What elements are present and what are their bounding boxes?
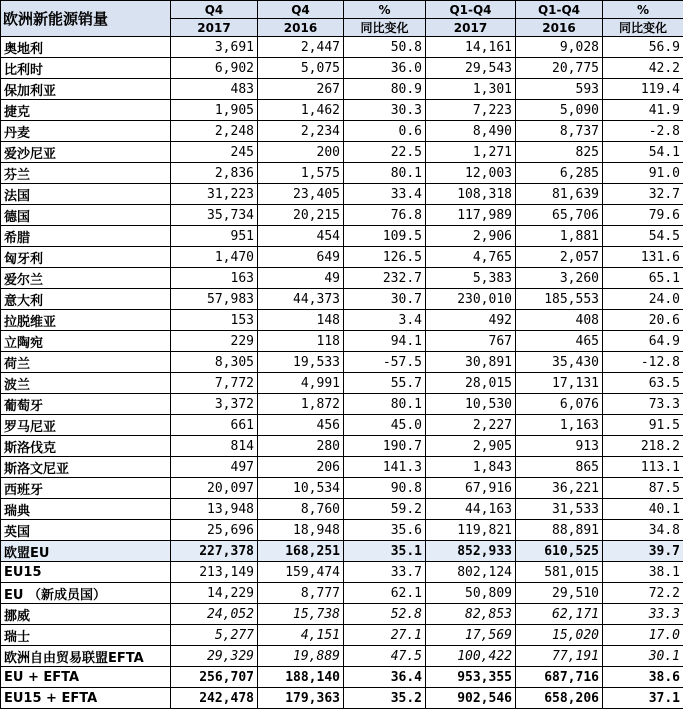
value-cell: 12,003 [426, 163, 516, 184]
value-cell: 57,983 [171, 289, 258, 310]
value-cell: 91.0 [603, 163, 683, 184]
country-name: 斯洛伐克 [1, 436, 171, 457]
value-cell: 119,821 [426, 520, 516, 541]
value-cell: 29,329 [171, 646, 258, 667]
value-cell: 20.6 [603, 310, 683, 331]
col-header-q4-2016: Q4 [258, 1, 344, 19]
value-cell: 2,447 [258, 37, 344, 58]
value-cell: 865 [516, 457, 603, 478]
col-subheader: 2017 [171, 19, 258, 37]
value-cell: 456 [258, 415, 344, 436]
country-name: 法国 [1, 184, 171, 205]
col-header-ytd-2017: Q1-Q4 [426, 1, 516, 19]
value-cell: 4,991 [258, 373, 344, 394]
value-cell: 1,905 [171, 100, 258, 121]
table-row [1, 79, 683, 100]
table-row [1, 289, 683, 310]
value-cell: 2,905 [426, 436, 516, 457]
value-cell: 35,430 [516, 352, 603, 373]
country-name: 欧盟EU [1, 541, 171, 562]
value-cell: 30.3 [344, 100, 426, 121]
value-cell: 65.1 [603, 268, 683, 289]
value-cell: 218.2 [603, 436, 683, 457]
value-cell: 38.6 [603, 667, 683, 688]
table-row [1, 205, 683, 226]
value-cell: 82,853 [426, 604, 516, 625]
value-cell: 190.7 [344, 436, 426, 457]
value-cell: 8,490 [426, 121, 516, 142]
value-cell: 19,889 [258, 646, 344, 667]
value-cell: -12.8 [603, 352, 683, 373]
table-row [1, 373, 683, 394]
value-cell: 267 [258, 79, 344, 100]
value-cell: 14,161 [426, 37, 516, 58]
value-cell: 24,052 [171, 604, 258, 625]
table-row [1, 100, 683, 121]
value-cell: 17,131 [516, 373, 603, 394]
efta-row [1, 625, 683, 646]
value-cell: 88,891 [516, 520, 603, 541]
value-cell: 1,881 [516, 226, 603, 247]
value-cell: 902,546 [426, 688, 516, 709]
grand-total-row [1, 688, 683, 709]
value-cell: 34.8 [603, 520, 683, 541]
country-name: 意大利 [1, 289, 171, 310]
country-name: 德国 [1, 205, 171, 226]
country-name: EU15 + EFTA [1, 688, 171, 709]
table-row [1, 58, 683, 79]
value-cell: 232.7 [344, 268, 426, 289]
value-cell: 687,716 [516, 667, 603, 688]
table-row [1, 394, 683, 415]
value-cell: 91.5 [603, 415, 683, 436]
value-cell: 62.1 [344, 583, 426, 604]
value-cell: 14,229 [171, 583, 258, 604]
table-row [1, 520, 683, 541]
value-cell: 2,227 [426, 415, 516, 436]
value-cell: 953,355 [426, 667, 516, 688]
value-cell: 3.4 [344, 310, 426, 331]
value-cell: 62,171 [516, 604, 603, 625]
value-cell: 87.5 [603, 478, 683, 499]
value-cell: 35,734 [171, 205, 258, 226]
value-cell: 33.7 [344, 562, 426, 583]
value-cell: 56.9 [603, 37, 683, 58]
value-cell: 59.2 [344, 499, 426, 520]
country-name: 葡萄牙 [1, 394, 171, 415]
value-cell: 814 [171, 436, 258, 457]
value-cell: 483 [171, 79, 258, 100]
table-row [1, 331, 683, 352]
grand-total-row [1, 667, 683, 688]
value-cell: 33.4 [344, 184, 426, 205]
table-row [1, 436, 683, 457]
country-name: EU15 [1, 562, 171, 583]
value-cell: 44,373 [258, 289, 344, 310]
value-cell: -57.5 [344, 352, 426, 373]
value-cell: 492 [426, 310, 516, 331]
value-cell: 79.6 [603, 205, 683, 226]
value-cell: 25,696 [171, 520, 258, 541]
col-subheader: 同比变化 [344, 19, 426, 37]
value-cell: 55.7 [344, 373, 426, 394]
col-header-q4-change: % [344, 1, 426, 19]
value-cell: 593 [516, 79, 603, 100]
value-cell: 188,140 [258, 667, 344, 688]
value-cell: 5,090 [516, 100, 603, 121]
value-cell: 2,234 [258, 121, 344, 142]
value-cell: 72.2 [603, 583, 683, 604]
value-cell: 24.0 [603, 289, 683, 310]
value-cell: 1,462 [258, 100, 344, 121]
value-cell: 37.1 [603, 688, 683, 709]
value-cell: 913 [516, 436, 603, 457]
table-row [1, 478, 683, 499]
value-cell: 3,691 [171, 37, 258, 58]
table-row [1, 499, 683, 520]
value-cell: 126.5 [344, 247, 426, 268]
value-cell: -2.8 [603, 121, 683, 142]
value-cell: 245 [171, 142, 258, 163]
table-row [1, 352, 683, 373]
country-name: 保加利亚 [1, 79, 171, 100]
country-name: 波兰 [1, 373, 171, 394]
table-row [1, 415, 683, 436]
country-name: 瑞典 [1, 499, 171, 520]
value-cell: 8,737 [516, 121, 603, 142]
value-cell: 5,075 [258, 58, 344, 79]
country-name: 挪威 [1, 604, 171, 625]
value-cell: 36,221 [516, 478, 603, 499]
country-name: 爱沙尼亚 [1, 142, 171, 163]
value-cell: 77,191 [516, 646, 603, 667]
value-cell: 230,010 [426, 289, 516, 310]
value-cell: 32.7 [603, 184, 683, 205]
value-cell: 118 [258, 331, 344, 352]
value-cell: 8,305 [171, 352, 258, 373]
country-name: EU （新成员国） [1, 583, 171, 604]
country-name: 芬兰 [1, 163, 171, 184]
value-cell: 661 [171, 415, 258, 436]
value-cell: 23,405 [258, 184, 344, 205]
value-cell: 2,906 [426, 226, 516, 247]
value-cell: 4,765 [426, 247, 516, 268]
value-cell: 658,206 [516, 688, 603, 709]
country-name: 希腊 [1, 226, 171, 247]
value-cell: 280 [258, 436, 344, 457]
value-cell: 131.6 [603, 247, 683, 268]
table-row [1, 457, 683, 478]
value-cell: 227,378 [171, 541, 258, 562]
value-cell: 50.8 [344, 37, 426, 58]
table-row [1, 121, 683, 142]
country-name: 捷克 [1, 100, 171, 121]
table-row [1, 226, 683, 247]
value-cell: 1,843 [426, 457, 516, 478]
value-cell: 30,891 [426, 352, 516, 373]
country-name: 瑞士 [1, 625, 171, 646]
value-cell: 44,163 [426, 499, 516, 520]
value-cell: 39.7 [603, 541, 683, 562]
value-cell: 49 [258, 268, 344, 289]
value-cell: 2,248 [171, 121, 258, 142]
eu-total-row [1, 541, 683, 562]
value-cell: 80.1 [344, 163, 426, 184]
value-cell: 76.8 [344, 205, 426, 226]
country-name: 丹麦 [1, 121, 171, 142]
col-subheader: 2016 [258, 19, 344, 37]
table-row [1, 247, 683, 268]
value-cell: 30.7 [344, 289, 426, 310]
efta-row [1, 646, 683, 667]
value-cell: 0.6 [344, 121, 426, 142]
header-row-top [1, 1, 683, 19]
value-cell: 36.0 [344, 58, 426, 79]
value-cell: 4,151 [258, 625, 344, 646]
col-subheader: 同比变化 [603, 19, 683, 37]
summary-row [1, 583, 683, 604]
value-cell: 1,301 [426, 79, 516, 100]
table-row [1, 184, 683, 205]
table-row [1, 37, 683, 58]
country-name: 荷兰 [1, 352, 171, 373]
value-cell: 581,015 [516, 562, 603, 583]
value-cell: 117,989 [426, 205, 516, 226]
value-cell: 1,872 [258, 394, 344, 415]
value-cell: 54.5 [603, 226, 683, 247]
table-row [1, 142, 683, 163]
col-header-q4-2017: Q4 [171, 1, 258, 19]
col-subheader: 2016 [516, 19, 603, 37]
country-name: 拉脱维亚 [1, 310, 171, 331]
value-cell: 10,534 [258, 478, 344, 499]
value-cell: 31,223 [171, 184, 258, 205]
value-cell: 31,533 [516, 499, 603, 520]
value-cell: 159,474 [258, 562, 344, 583]
value-cell: 19,533 [258, 352, 344, 373]
value-cell: 20,097 [171, 478, 258, 499]
value-cell: 35.1 [344, 541, 426, 562]
value-cell: 42.2 [603, 58, 683, 79]
col-subheader: 2017 [426, 19, 516, 37]
country-name: 匈牙利 [1, 247, 171, 268]
value-cell: 200 [258, 142, 344, 163]
col-header-ytd-2016: Q1-Q4 [516, 1, 603, 19]
value-cell: 1,575 [258, 163, 344, 184]
value-cell: 17,569 [426, 625, 516, 646]
value-cell: 6,076 [516, 394, 603, 415]
value-cell: 30.1 [603, 646, 683, 667]
value-cell: 36.4 [344, 667, 426, 688]
table-title: 欧洲新能源销量 [1, 1, 171, 37]
value-cell: 454 [258, 226, 344, 247]
value-cell: 15,738 [258, 604, 344, 625]
country-name: 斯洛文尼亚 [1, 457, 171, 478]
value-cell: 35.6 [344, 520, 426, 541]
value-cell: 213,149 [171, 562, 258, 583]
value-cell: 141.3 [344, 457, 426, 478]
value-cell: 27.1 [344, 625, 426, 646]
value-cell: 20,215 [258, 205, 344, 226]
value-cell: 10,530 [426, 394, 516, 415]
value-cell: 242,478 [171, 688, 258, 709]
value-cell: 185,553 [516, 289, 603, 310]
value-cell: 73.3 [603, 394, 683, 415]
value-cell: 109.5 [344, 226, 426, 247]
value-cell: 29,510 [516, 583, 603, 604]
country-name: 西班牙 [1, 478, 171, 499]
value-cell: 119.4 [603, 79, 683, 100]
country-name: 爱尔兰 [1, 268, 171, 289]
value-cell: 168,251 [258, 541, 344, 562]
value-cell: 13,948 [171, 499, 258, 520]
value-cell: 15,020 [516, 625, 603, 646]
value-cell: 6,285 [516, 163, 603, 184]
value-cell: 6,902 [171, 58, 258, 79]
value-cell: 41.9 [603, 100, 683, 121]
value-cell: 113.1 [603, 457, 683, 478]
value-cell: 825 [516, 142, 603, 163]
value-cell: 153 [171, 310, 258, 331]
value-cell: 179,363 [258, 688, 344, 709]
value-cell: 408 [516, 310, 603, 331]
value-cell: 50,809 [426, 583, 516, 604]
value-cell: 47.5 [344, 646, 426, 667]
country-name: 比利时 [1, 58, 171, 79]
value-cell: 108,318 [426, 184, 516, 205]
value-cell: 767 [426, 331, 516, 352]
value-cell: 40.1 [603, 499, 683, 520]
value-cell: 35.2 [344, 688, 426, 709]
value-cell: 81,639 [516, 184, 603, 205]
country-name: 奥地利 [1, 37, 171, 58]
value-cell: 52.8 [344, 604, 426, 625]
value-cell: 65,706 [516, 205, 603, 226]
value-cell: 3,372 [171, 394, 258, 415]
col-header-ytd-change: % [603, 1, 683, 19]
country-name: 英国 [1, 520, 171, 541]
value-cell: 610,525 [516, 541, 603, 562]
value-cell: 100,422 [426, 646, 516, 667]
value-cell: 7,772 [171, 373, 258, 394]
value-cell: 22.5 [344, 142, 426, 163]
value-cell: 163 [171, 268, 258, 289]
value-cell: 852,933 [426, 541, 516, 562]
value-cell: 38.1 [603, 562, 683, 583]
value-cell: 54.1 [603, 142, 683, 163]
value-cell: 206 [258, 457, 344, 478]
table-row [1, 268, 683, 289]
value-cell: 64.9 [603, 331, 683, 352]
value-cell: 29,543 [426, 58, 516, 79]
value-cell: 90.8 [344, 478, 426, 499]
value-cell: 229 [171, 331, 258, 352]
country-name: 立陶宛 [1, 331, 171, 352]
summary-row [1, 562, 683, 583]
value-cell: 1,163 [516, 415, 603, 436]
value-cell: 951 [171, 226, 258, 247]
efta-row [1, 604, 683, 625]
value-cell: 8,760 [258, 499, 344, 520]
value-cell: 17.0 [603, 625, 683, 646]
value-cell: 7,223 [426, 100, 516, 121]
value-cell: 45.0 [344, 415, 426, 436]
value-cell: 802,124 [426, 562, 516, 583]
value-cell: 80.9 [344, 79, 426, 100]
table-row [1, 163, 683, 184]
value-cell: 1,470 [171, 247, 258, 268]
value-cell: 80.1 [344, 394, 426, 415]
value-cell: 5,383 [426, 268, 516, 289]
country-name: 欧洲自由贸易联盟EFTA [1, 646, 171, 667]
value-cell: 3,260 [516, 268, 603, 289]
value-cell: 5,277 [171, 625, 258, 646]
value-cell: 67,916 [426, 478, 516, 499]
country-name: 罗马尼亚 [1, 415, 171, 436]
value-cell: 28,015 [426, 373, 516, 394]
value-cell: 9,028 [516, 37, 603, 58]
value-cell: 465 [516, 331, 603, 352]
value-cell: 649 [258, 247, 344, 268]
country-name: EU + EFTA [1, 667, 171, 688]
value-cell: 33.3 [603, 604, 683, 625]
value-cell: 2,836 [171, 163, 258, 184]
value-cell: 2,057 [516, 247, 603, 268]
value-cell: 8,777 [258, 583, 344, 604]
value-cell: 20,775 [516, 58, 603, 79]
table-row [1, 310, 683, 331]
value-cell: 497 [171, 457, 258, 478]
value-cell: 94.1 [344, 331, 426, 352]
value-cell: 63.5 [603, 373, 683, 394]
value-cell: 256,707 [171, 667, 258, 688]
value-cell: 18,948 [258, 520, 344, 541]
value-cell: 148 [258, 310, 344, 331]
value-cell: 1,271 [426, 142, 516, 163]
